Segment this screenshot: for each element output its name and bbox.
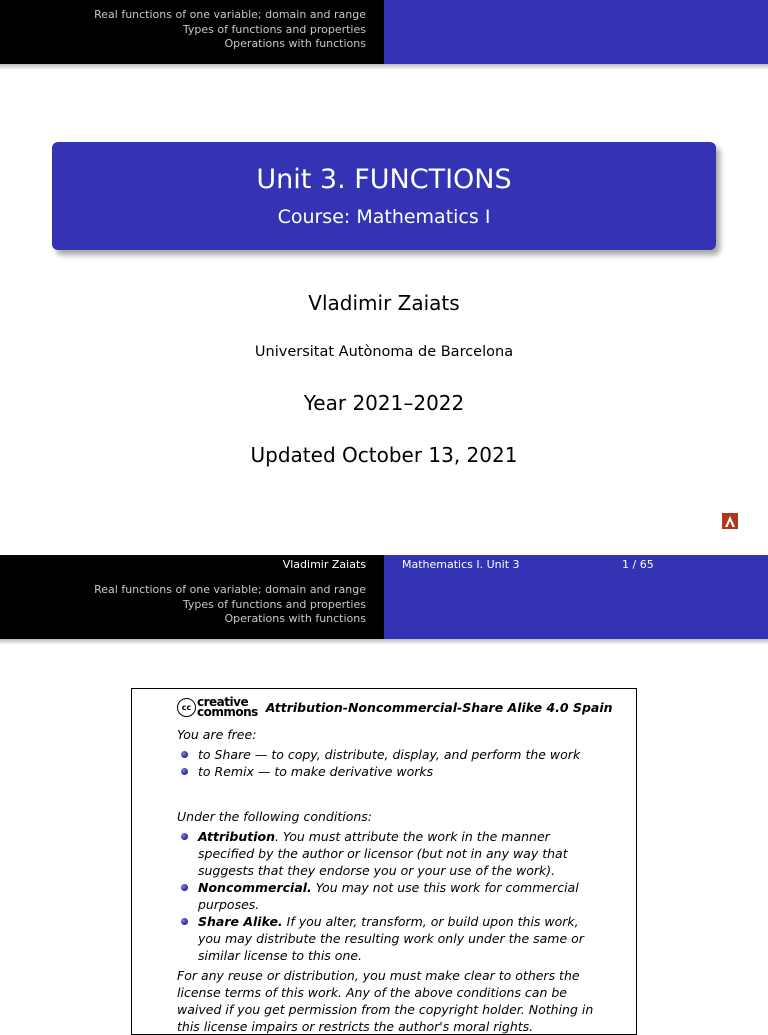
slide2-header-blue-panel: [384, 575, 768, 639]
nav-item-operations[interactable]: Operations with functions: [224, 612, 366, 625]
author-name: Vladimir Zaiats: [308, 291, 460, 315]
slide2-header: [0, 575, 768, 639]
creative-commons-wordmark: creative commons: [197, 695, 258, 719]
academic-year: Year 2021–2022: [303, 391, 465, 415]
institute-name: Universitat Autònoma de Barcelona: [254, 344, 514, 360]
updated-date: Updated October 13, 2021: [250, 443, 518, 467]
slide1-header-nav-panel: [0, 0, 384, 64]
footer-page-number: 1 / 65: [622, 558, 654, 571]
footer-left: [0, 555, 384, 575]
nav-item-types[interactable]: Types of functions and properties: [182, 597, 366, 611]
conditions-list: [198, 828, 596, 964]
condition-share-alike: Share Alike. If you alter, transform, or build upon this work, you may distribute the resulting work only under the same or similar license to this one.: [198, 913, 596, 964]
free-intro: You are free:: [177, 727, 257, 742]
footer-course: Mathematics I. Unit 3: [402, 558, 520, 571]
free-list: [198, 746, 596, 780]
nav-item-operations[interactable]: Operations with functions: [224, 37, 366, 50]
slide1-footer: [0, 555, 768, 575]
nav-item-types[interactable]: Types of functions and properties: [182, 22, 366, 36]
slide1-header: [0, 0, 768, 64]
slide2-section-nav: [94, 583, 366, 627]
license-closing: For any reuse or distribution, you must make clear to others the license terms of this work. Any of the above conditions can be waived if you get permission from the copyright holder. Nothing in this license impairs or restricts the author's moral rights.: [177, 968, 594, 1034]
nav-item-domain-range[interactable]: Real functions of one variable; domain and range: [94, 583, 366, 596]
title-block: [52, 142, 716, 250]
creative-commons-icon: cc: [177, 698, 196, 717]
license-title: Attribution-Noncommercial-Share Alike 4.0 Spain: [265, 699, 613, 715]
slide2-header-shadow: [0, 639, 768, 645]
footer-author: Vladimir Zaiats: [282, 558, 366, 571]
footer-right: [384, 555, 768, 575]
license-box: [131, 688, 637, 1035]
free-item-remix: to Remix — to make derivative works: [198, 763, 596, 780]
slide1-section-nav: [94, 8, 366, 52]
condition-noncommercial: Noncommercial. You may not use this work for commercial purposes.: [198, 879, 596, 913]
university-logo-icon: [722, 513, 738, 529]
nav-item-domain-range[interactable]: Real functions of one variable; domain and range: [94, 8, 366, 21]
condition-attribution: Attribution. You must attribute the work in the manner specified by the author or licensor (but not in any way that suggests that they endorse you or your use of the work).: [198, 828, 596, 879]
slide-title: Unit 3. FUNCTIONS: [256, 164, 512, 195]
slide1-header-shadow: [0, 64, 768, 70]
free-item-share: to Share — to copy, distribute, display, and perform the work: [198, 746, 596, 763]
slide1-header-blue-panel: [384, 0, 768, 64]
conditions-intro: Under the following conditions:: [177, 809, 372, 824]
license-heading: [177, 697, 613, 717]
slide2-header-nav-panel: [0, 575, 384, 639]
slide-subtitle: Course: Mathematics I: [277, 206, 491, 228]
